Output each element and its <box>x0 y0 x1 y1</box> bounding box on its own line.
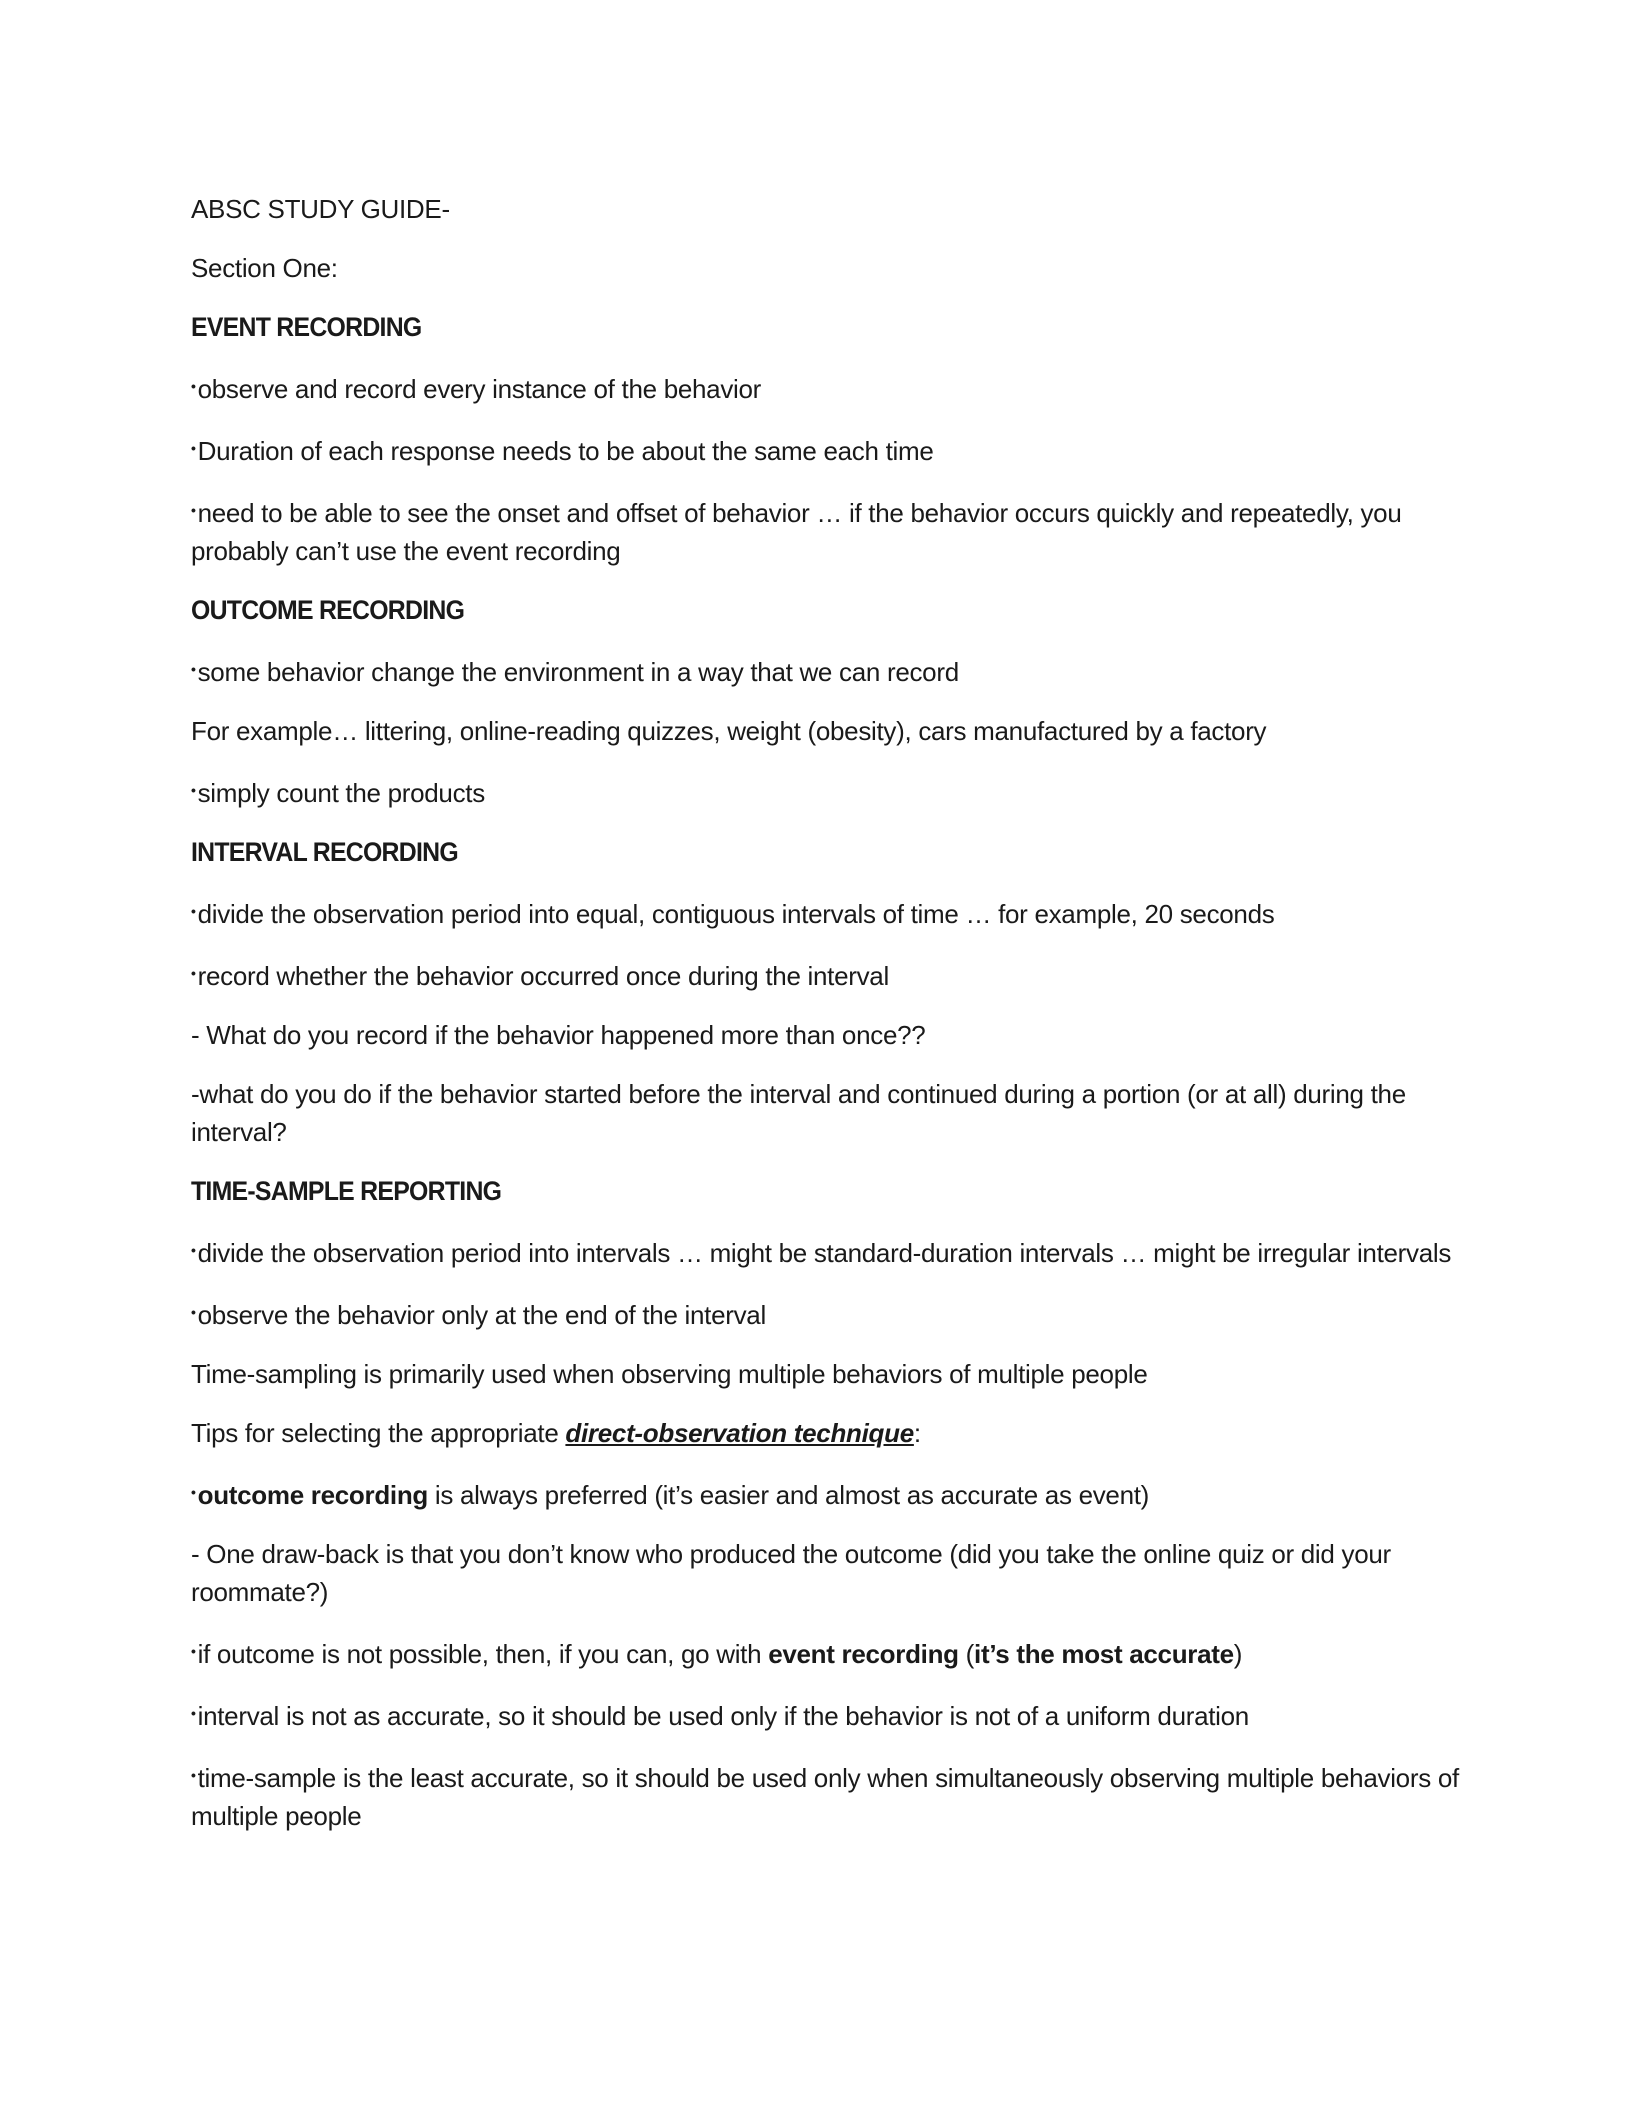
interval-bullet-1: •divide the observation period into equal, contiguous intervals of time … for example, 20 seconds <box>191 899 1275 929</box>
document-body <box>191 190 1461 1856</box>
time-sample-bullet-1: •divide the observation period into intervals … might be standard-duration intervals … might be irregular intervals <box>191 1238 1452 1268</box>
heading-interval-recording: INTERVAL RECORDING <box>191 837 458 867</box>
tip-outcome-drawback: - One draw-back is that you don’t know who produced the outcome (did you take the online quiz or did your roommate?) <box>191 1539 1391 1607</box>
bullet-icon: • <box>191 1304 196 1320</box>
bullet-icon: • <box>191 1705 196 1721</box>
outcome-bullet-1: •some behavior change the environment in a way that we can record <box>191 657 959 687</box>
bullet-icon: • <box>191 903 196 919</box>
bullet-icon: • <box>191 1643 196 1659</box>
time-sample-bullet-2: •observe the behavior only at the end of the interval <box>191 1300 766 1330</box>
bullet-icon: • <box>191 782 196 798</box>
heading-event-recording: EVENT RECORDING <box>191 312 422 342</box>
bullet-icon: • <box>191 965 196 981</box>
tip-event-recording: •if outcome is not possible, then, if you can, go with event recording (it’s the most accurate) <box>191 1639 1243 1669</box>
interval-bullet-2: •record whether the behavior occurred once during the interval <box>191 961 889 991</box>
outcome-bullet-2: •simply count the products <box>191 778 485 808</box>
time-sample-note: Time-sampling is primarily used when observing multiple behaviors of multiple people <box>191 1359 1148 1389</box>
bullet-icon: • <box>191 1242 196 1258</box>
bullet-icon: • <box>191 661 196 677</box>
bullet-icon: • <box>191 440 196 456</box>
heading-time-sample-reporting: TIME-SAMPLE REPORTING <box>191 1176 502 1206</box>
tip-interval: •interval is not as accurate, so it should be used only if the behavior is not of a uniform duration <box>191 1701 1249 1731</box>
section-label: Section One: <box>191 253 338 283</box>
tip-time-sample: •time-sample is the least accurate, so it should be used only when simultaneously observing multiple behaviors of multiple people <box>191 1763 1459 1831</box>
tips-emphasis: direct-observation technique <box>565 1418 914 1448</box>
interval-question-2: -what do you do if the behavior started before the interval and continued during a portion (or at all) during the interval? <box>191 1079 1406 1147</box>
event-bullet-1: •observe and record every instance of the behavior <box>191 374 762 404</box>
event-bullet-3: •need to be able to see the onset and offset of behavior … if the behavior occurs quickly and repeatedly, you probably can’t use the event recording <box>191 498 1402 566</box>
event-bullet-2: •Duration of each response needs to be about the same each time <box>191 436 934 466</box>
outcome-example: For example… littering, online-reading quizzes, weight (obesity), cars manufactured by a factory <box>191 716 1267 746</box>
bullet-icon: • <box>191 502 196 518</box>
bullet-icon: • <box>191 378 196 394</box>
bullet-icon: • <box>191 1484 196 1500</box>
interval-question-1: - What do you record if the behavior happened more than once?? <box>191 1020 926 1050</box>
heading-outcome-recording: OUTCOME RECORDING <box>191 595 465 625</box>
bullet-icon: • <box>191 1767 196 1783</box>
tips-intro: Tips for selecting the appropriate direct-observation technique: <box>191 1418 921 1448</box>
tip-outcome-recording: •outcome recording is always preferred (it’s easier and almost as accurate as event) <box>191 1480 1150 1510</box>
document-title: ABSC STUDY GUIDE- <box>191 194 450 224</box>
